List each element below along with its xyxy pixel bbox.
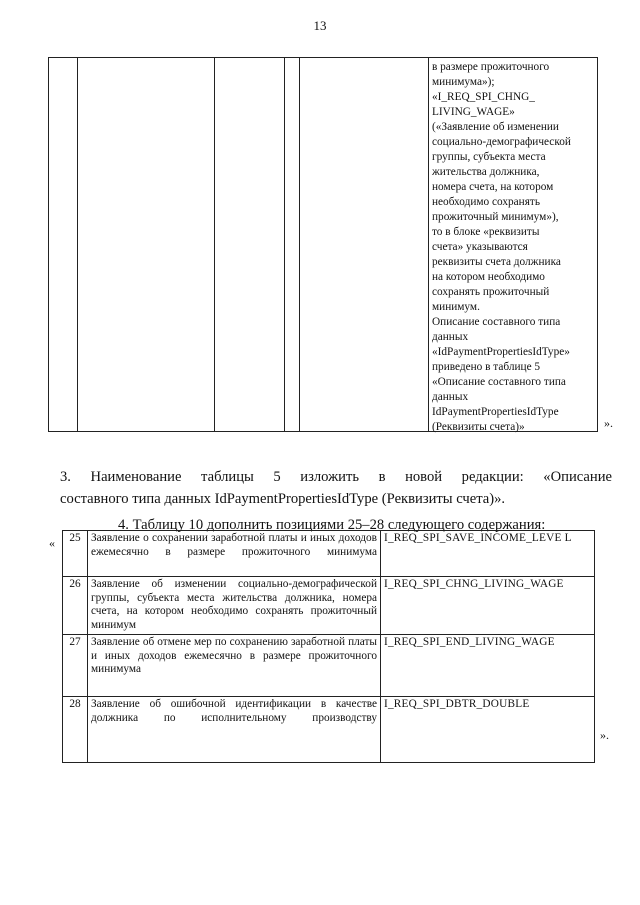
row-number: 27 — [63, 635, 88, 697]
description-line: счета» указываются — [432, 241, 528, 253]
description-line: Описание составного типа — [432, 316, 561, 328]
closing-quote: ». — [600, 728, 609, 742]
page-number: 13 — [313, 18, 327, 33]
description-line: LIVING_WAGE» — [432, 106, 515, 118]
statement-name: Заявление о сохранении заработной платы и иных доходов ежемесячно в размере прожиточного минимума — [88, 531, 381, 577]
description-line: жительства должника, — [432, 166, 540, 178]
description-line: сохранять прожиточный — [432, 286, 550, 298]
description-line: реквизиты счета должника — [432, 256, 561, 268]
statement-code: I_REQ_SPI_DBTR_DOUBLE — [381, 697, 595, 763]
statement-code: I_REQ_SPI_END_LIVING_WAGE — [381, 635, 595, 697]
paragraph-3-line-1: 3. Наименование таблицы 5 изложить в новой редакции: «Описание — [60, 469, 612, 485]
row-number: 25 — [63, 531, 88, 577]
statement-code: I_REQ_SPI_SAVE_INCOME_LEVE L — [381, 531, 595, 577]
paragraph-3-line-2: составного типа данных IdPaymentPropertiesIdType (Реквизиты счета)». — [60, 491, 506, 507]
table-row — [63, 635, 595, 697]
table-cell-description — [432, 60, 595, 435]
table-divider — [284, 58, 285, 431]
description-line: (Реквизиты счета)» — [432, 421, 525, 433]
description-line: «I_REQ_SPI_CHNG_ — [432, 91, 535, 103]
description-line: данных — [432, 331, 469, 343]
row-number: 26 — [63, 577, 88, 635]
description-line: («Заявление об изменении — [432, 121, 559, 133]
table-row — [63, 531, 595, 577]
description-line: на котором необходимо — [432, 271, 545, 283]
statement-name: Заявление об ошибочной идентификации в качестве должника по исполнительному производству — [88, 697, 381, 763]
description-line: минимума»); — [432, 76, 495, 88]
table-row — [63, 577, 595, 635]
description-line: номера счета, на котором — [432, 181, 554, 193]
statement-name: Заявление об отмене мер по сохранению заработной платы и иных доходов ежемесячно в размере прожиточного минимума — [88, 635, 381, 697]
description-line: прожиточный минимум»), — [432, 211, 559, 223]
row-number: 28 — [63, 697, 88, 763]
description-line: данных — [432, 391, 469, 403]
description-line: то в блоке «реквизиты — [432, 226, 540, 238]
closing-quote: ». — [604, 416, 613, 430]
description-line: необходимо сохранять — [432, 196, 541, 208]
description-line: «Описание составного типа — [432, 376, 566, 388]
description-line: «IdPaymentPropertiesIdType» — [432, 346, 570, 358]
statement-code: I_REQ_SPI_CHNG_LIVING_WAGE — [381, 577, 595, 635]
description-line: социально-демографической — [432, 136, 571, 148]
table-divider — [428, 58, 429, 431]
paragraph-4: 4. Таблицу 10 дополнить позициями 25–28 следующего содержания: — [118, 517, 546, 533]
statement-name: Заявление об изменении социально-демографической группы, субъекта места жительства должника, номера счета, на котором необходимо сохранять прожиточный минимум — [88, 577, 381, 635]
description-line: приведено в таблице 5 — [432, 361, 541, 373]
table-row — [63, 697, 595, 763]
positions-table — [62, 530, 595, 763]
table-divider — [299, 58, 300, 431]
opening-quote: « — [49, 536, 55, 550]
table-divider — [77, 58, 78, 431]
description-line: в размере прожиточного — [432, 61, 550, 73]
description-line: IdPaymentPropertiesIdType — [432, 406, 559, 418]
table-divider — [214, 58, 215, 431]
description-line: минимум. — [432, 301, 480, 313]
description-line: группы, субъекта места — [432, 151, 546, 163]
